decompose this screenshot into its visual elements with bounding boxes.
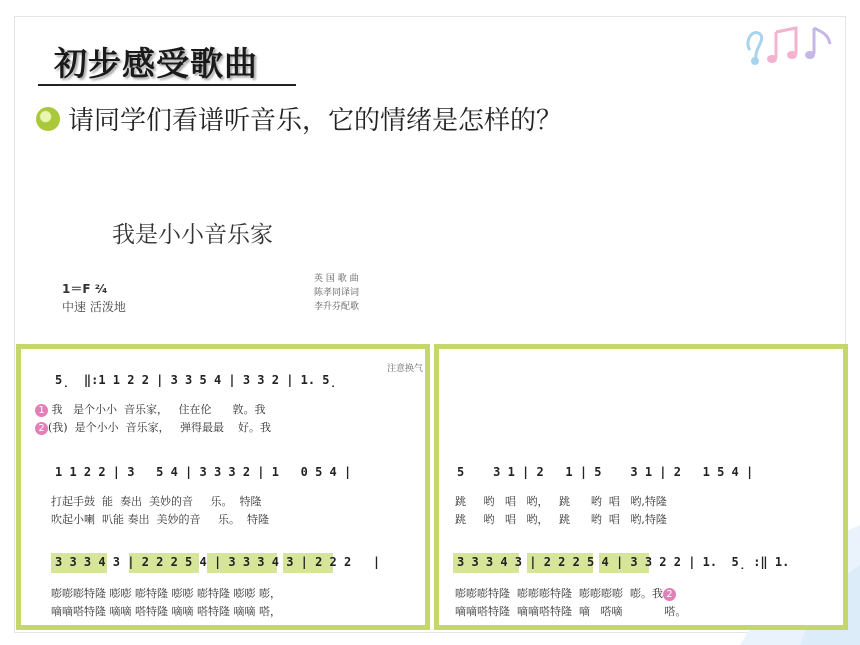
- breath-note: 注意换气: [387, 364, 424, 374]
- lyric-row: 跳 哟 唱 哟， 跳 哟 唱 哟,特隆: [455, 495, 667, 508]
- verse-badge-2: 2: [663, 588, 676, 601]
- lyric-row: 跳 哟 唱 哟， 跳 哟 唱 哟,特隆: [455, 513, 667, 526]
- lyric-row: [35, 401, 265, 417]
- lyric-row: 嘀嘀嗒特隆 嘀嘀嗒特隆 嘀 嗒嘀 嗒。: [455, 605, 687, 618]
- song-key: 1＝F ²⁄₄: [62, 282, 108, 296]
- score-panel-left: [16, 344, 430, 630]
- song-tempo: 中速 活泼地: [62, 300, 126, 314]
- lyric-row: 嘭嘭嘭特隆 嘭嘭 嘭特隆 嘭嘭 嘭特隆 嘭嘭 嘭，: [51, 587, 281, 600]
- lyric-text: (我) 是个小小 音乐家， 弹得最最 好。我: [48, 421, 272, 434]
- verse-badge-1: 1: [35, 404, 48, 417]
- notation-row: 1 1 2 2 | 3 5 4 | 3 3 3 2 | 1 0 5 4 |: [55, 465, 352, 479]
- notation-row: 5 3 1 | 2 1 | 5 3 1 | 2 1 5 4 |: [457, 465, 754, 479]
- credit-line: 英 国 歌 曲: [314, 274, 359, 284]
- notation-row: 5̣ ‖:1 1 2 2 | 3 3 5 4 | 3 3 2 | 1. 5̣: [55, 373, 337, 387]
- song-title: 我是小小音乐家: [112, 222, 273, 248]
- notation-row: 3 3 3 4 3 | 2 2 2 5 4 | 3 3 3 4 3 | 2 2 2 |: [55, 555, 381, 569]
- lyric-text: 我 是个小小 音乐家， 住在伦 敦。我: [51, 403, 266, 416]
- bullet-circle-icon: [36, 107, 60, 131]
- music-notes-icon: [742, 20, 842, 68]
- notation-row: 3 3 3 4 3 | 2 2 2 5 4 | 3 3 2 2 | 1. 5̣ :‖ 1.: [457, 555, 790, 569]
- slide-title: 初步感受歌曲: [54, 44, 258, 83]
- lyric-row: 打起手鼓 能 奏出 美妙的音 乐。 特隆: [51, 495, 262, 508]
- lyric-row: [455, 585, 676, 601]
- question-text: 请同学们看谱听音乐，它的情绪是怎样的？: [68, 106, 563, 136]
- credit-line: 李升芬配歌: [314, 302, 360, 312]
- verse-badge-2: 2: [35, 422, 48, 435]
- credit-line: 陈孝同译词: [314, 288, 360, 298]
- song-credits: [314, 272, 359, 314]
- title-underline: [38, 84, 296, 86]
- score-panel-right: [434, 344, 848, 630]
- lyric-text: 嘭嘭嘭特隆 嘭嘭嘭特隆 嘭嘭嘭嘭 嘭。我: [455, 587, 663, 600]
- lyric-row: [35, 419, 271, 435]
- lyric-row: 嘀嘀嗒特隆 嘀嘀 嗒特隆 嘀嘀 嗒特隆 嘀嘀 嗒，: [51, 605, 281, 618]
- question-line: [36, 100, 562, 137]
- lyric-row: 吹起小喇 叭能 奏出 美妙的音 乐。 特隆: [51, 513, 269, 526]
